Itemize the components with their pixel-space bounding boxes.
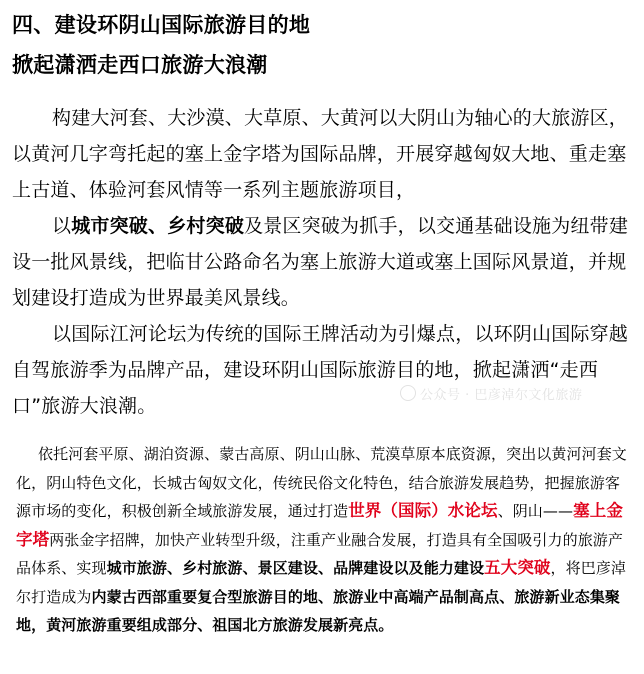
paragraph-2 bbox=[12, 208, 634, 316]
paragraph-4-text-1: 依托河套平原、湖泊资源、蒙古高原、阴山山脉、荒漠草原本底资源，突出以黄河河套文化，阴山特色文化，长城古匈奴文化，传统民俗文化特色，结合旅游发展趋势，把握旅游客源市场的变化，积极创新全域旅游发展，通过打造 bbox=[16, 445, 627, 520]
main-body bbox=[12, 100, 634, 424]
paragraph-4-text-3: 两张金字招牌，加快产业转型升级，注重产业融合发展，打造具有全国吸引力的旅游产品体系、实现 bbox=[16, 530, 624, 577]
paragraph-3 bbox=[12, 316, 634, 424]
paragraph-1-text: 构建大河套、大沙漠、大草原、大黄河以大阴山为轴心的大旅游区，以黄河几字弯托起的塞上金字塔为国际品牌，开展穿越匈奴大地、重走塞上古道、体验河套风情等一系列主题旅游项目， bbox=[12, 107, 629, 201]
summary-body bbox=[12, 440, 634, 640]
section-heading-line2: 掀起潇洒走西口旅游大浪潮 bbox=[12, 53, 268, 77]
highlight-pyramid: 塞上金字塔 bbox=[16, 501, 623, 549]
highlight-water-forum: 世界（国际）水论坛 bbox=[348, 501, 498, 520]
heading-block bbox=[12, 0, 634, 82]
paragraph-4-text-2: 、阴山—— bbox=[497, 502, 574, 520]
paragraph-4-bold-breakthroughs: 城市旅游、乡村旅游、景区建设、品牌建设以及能力建设 bbox=[106, 559, 485, 577]
paragraph-4-text-4: ，将巴彦淖尔打造成为 bbox=[16, 559, 627, 606]
watermark-text: 公众号 · 巴彦淖尔文化旅游 bbox=[420, 388, 583, 403]
section-heading-line1: 四、建设环阴山国际旅游目的地 bbox=[12, 13, 311, 37]
paragraph-2-sep: 、 bbox=[148, 215, 168, 237]
highlight-five-breakthroughs: 五大突破 bbox=[484, 558, 551, 577]
paragraph-2-prefix: 以 bbox=[52, 215, 72, 237]
paragraph-1 bbox=[12, 100, 634, 208]
paragraph-3-text: 以国际江河论坛为传统的国际王牌活动为引爆点，以环阴山国际穿越自驾旅游季为品牌产品，建设环阴山国际旅游目的地，掀起潇洒“走西口”旅游大浪潮。 bbox=[12, 323, 629, 417]
paragraph-2-bold-village: 乡村突破 bbox=[167, 215, 245, 237]
paragraph-2-bold-city: 城市突破 bbox=[71, 215, 149, 237]
paragraph-4-bold-goals: 内蒙古西部重要复合型旅游目的地、旅游业中高端产品制高点、旅游新业态集聚地，黄河旅游重要组成部分、祖国北方旅游发展新亮点。 bbox=[16, 587, 621, 634]
paragraph-4 bbox=[16, 440, 634, 640]
paragraph-2-rest: 及景区突破为抓手，以交通基础设施为纽带建设一批风景线，把临甘公路命名为塞上旅游大道或塞上国际风景道，并规划建设打造成为世界最美风景线。 bbox=[12, 215, 629, 309]
